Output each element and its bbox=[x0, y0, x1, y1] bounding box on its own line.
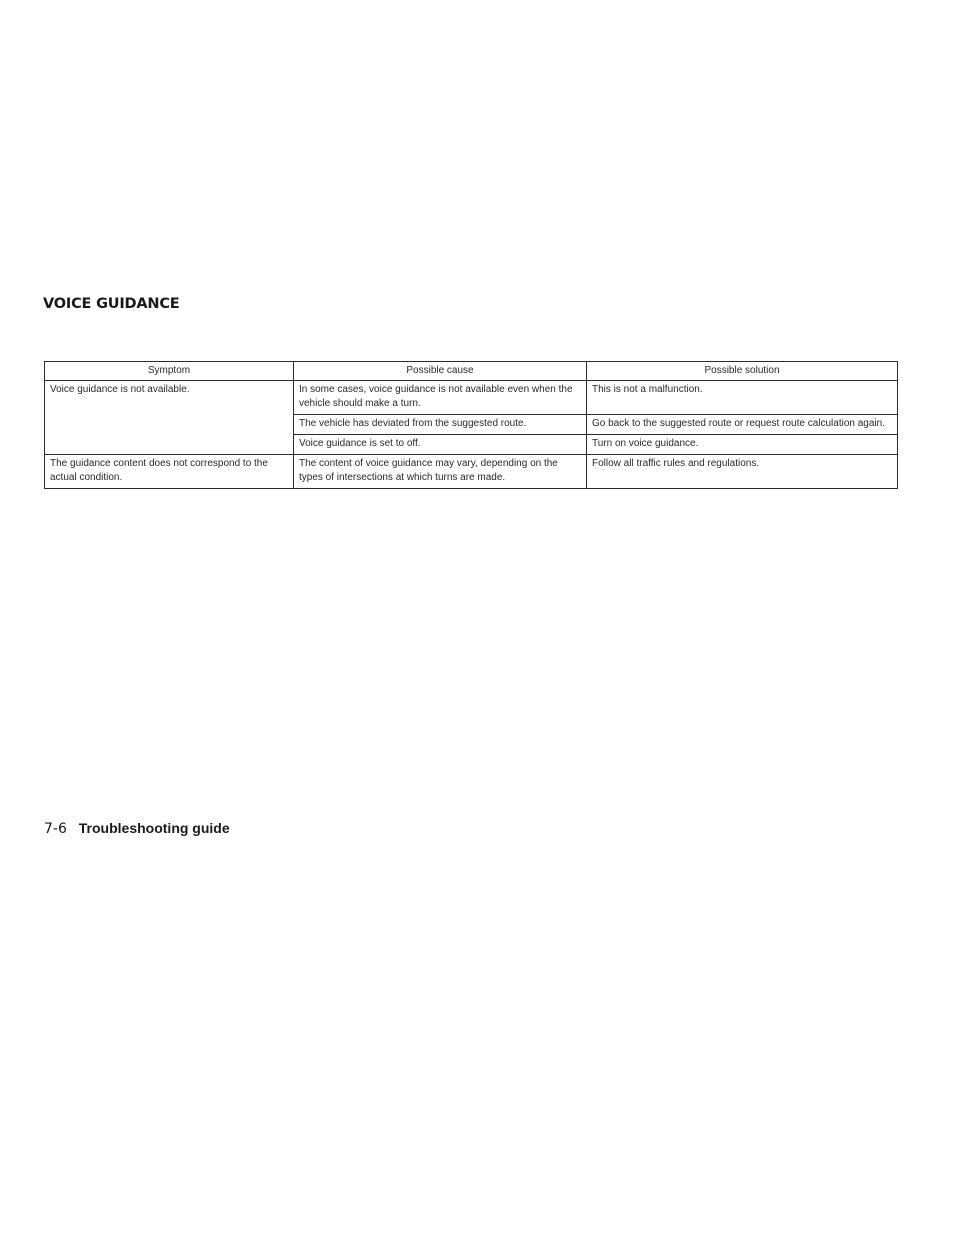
header-possible-cause: Possible cause bbox=[294, 362, 587, 381]
symptom-cell: The guidance content does not correspond to the actual condition. bbox=[45, 455, 294, 489]
cause-cell: The vehicle has deviated from the suggested route. bbox=[294, 415, 587, 435]
solution-cell: Go back to the suggested route or request route calculation again. bbox=[587, 415, 898, 435]
page-number: 7-6 bbox=[44, 821, 67, 837]
page-footer bbox=[44, 820, 230, 837]
solution-cell: Follow all traffic rules and regulations. bbox=[587, 455, 898, 489]
table-row bbox=[45, 455, 898, 489]
table-row bbox=[45, 381, 898, 415]
header-possible-solution: Possible solution bbox=[587, 362, 898, 381]
cause-cell: Voice guidance is set to off. bbox=[294, 435, 587, 455]
solution-cell: Turn on voice guidance. bbox=[587, 435, 898, 455]
table-header-row bbox=[45, 362, 898, 381]
chapter-title: Troubleshooting guide bbox=[78, 820, 230, 836]
cause-cell: In some cases, voice guidance is not available even when the vehicle should make a turn. bbox=[294, 381, 587, 415]
cause-cell: The content of voice guidance may vary, depending on the types of intersections at which turns are made. bbox=[294, 455, 587, 489]
symptom-cell: Voice guidance is not available. bbox=[45, 381, 294, 455]
solution-cell: This is not a malfunction. bbox=[587, 381, 898, 415]
header-symptom: Symptom bbox=[45, 362, 294, 381]
section-title: VOICE GUIDANCE bbox=[43, 296, 180, 312]
troubleshooting-table bbox=[44, 361, 898, 489]
